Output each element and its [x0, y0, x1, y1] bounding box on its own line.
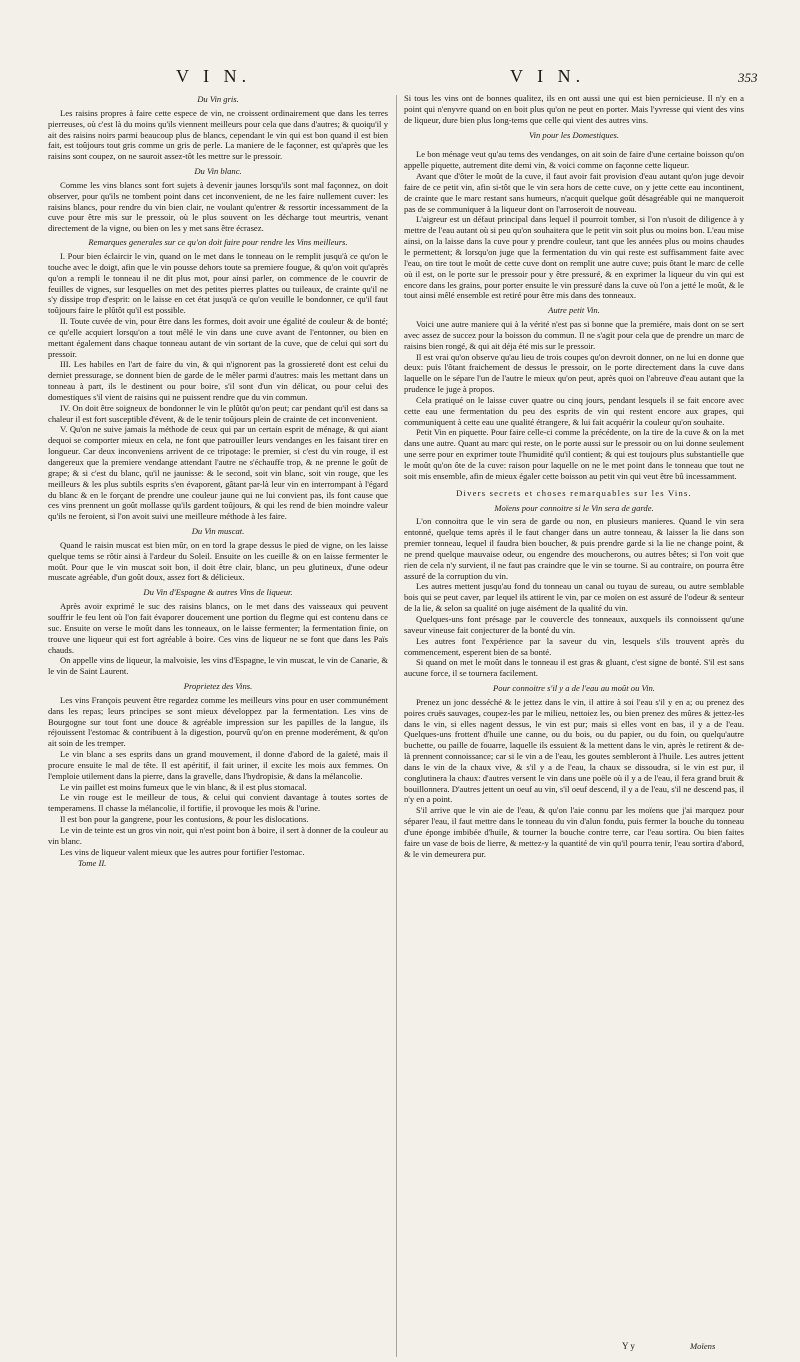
- paragraph: Comme les vins blancs sont fort sujets à devenir jaunes lorsqu'ils sont mal façonnez, on doit observer, pour qu'ils ne tombent point dans cet inconvenient, de ne les faire nullement cuver: les raisins blancs, pour rendre du vin bien clair, ne voulant qu'entrer & ressortir incessamment de la cuve pour être mis sur le pressoir, où le plus souvent on les décharge tout meurtris, venant directement de la vigne, ou bien on les y met sans être écrasez.: [48, 179, 388, 234]
- section-heading-vin-muscat: Du Vin muscat.: [191, 526, 245, 537]
- section-heading-divers-secrets: Divers secrets et choses remarquables sur les Vins.: [456, 487, 692, 498]
- page-number: 353: [738, 70, 758, 85]
- paragraph: Le vin paillet est moins fumeux que le vin blanc, & il est plus stomacal.: [60, 781, 307, 792]
- paragraph: IV. On doit être soigneux de bondonner le vin le plûtôt qu'on peut; car pendant qu'il est dans sa chaleur il est fort susceptible d'évent, & de le tenir toûjours plein de crainte de cet inconvenient.: [48, 402, 388, 424]
- running-head: [0, 66, 800, 90]
- paragraph: Le vin rouge est le meilleur de tous, & celui qui convient davantage à toutes sortes de temperamens. Il chasse la mélancolie, il fortifie, il provoque les mois & l'urine.: [48, 792, 388, 814]
- section-heading-autre-petit-vin: Autre petit Vin.: [548, 305, 600, 316]
- paragraph: Petit Vin en piquette. Pour faire celle-ci comme la précédente, on la tire de la cuve & on la met dans une autre. Quant au marc qui reste, on le porte aussi sur le pressoir ou on lui donne seulement une serre pour en exprimer toute l'humidité qu'il contient; & qui est toujours plus substantielle que le moût qu'on ôte de la cuve: raison pour laquelle on ne le met point dans le tonneau que tout ne soit mis ensemble, afin de mieux égaler cette boisson au petit vin qui veut être bû incessamment.: [404, 427, 744, 481]
- paragraph: Avant que d'ôter le moût de la cuve, il faut avoir fait provision d'eau autant qu'on juge devoir faire de ce petit vin, afin si-tôt que le vin sera hors de cette cuve, on y jette cette eau incontinent, de crainte que le marc restant sans humeurs, n'acquit quelque goût désagréable qui ne manqueroit pas de se communiquer à la liqueur dont on l'arroseroit de nouveau.: [404, 171, 744, 214]
- paragraph: Voici une autre maniere qui à la vérité n'est pas si bonne que la premiére, mais dont on se sert avec assez de succez pour la boisson du commun. Il ne s'agit pour cela que de prendre un marc de raisins bien rongé, & qui ait déja été mis sur le pressoir.: [404, 319, 744, 351]
- paragraph: L'aigreur est un défaut principal dans lequel il pourroit tomber, si l'on n'usoit de diligence à y mettre de l'eau autant où si peu qu'on souhaitera que le petit vin soit plus ou moins bon. L'eau mise ainsi, on la laisse dans la cuve pour y prendre couleur, tant que les années plus ou moins chaudes le permettent; & lorsqu'on juge que la fermentation du vin qui reste est suffisamment faite avec l'eau, on tire tout le moût de cette cuve dont on remplit une autre cuve; puis ôtant le marc de celle où il est, on le porte sur le pressoir pour y être pressuré, & en exprimer la liqueur du vin qui est encore dans les grains, pour porter ensuite le vin pressuré dans la cuve où l'on a jetté le moût, & le tout ainsi mêlé ensemble est retiré pour être mis dans des tonneaux.: [404, 214, 744, 301]
- signature-mark: Y y: [622, 1341, 635, 1351]
- paragraph: Le vin de teinte est un gros vin noir, qui n'est point bon à boire, il sert à donner de la couleur au vin blanc.: [48, 825, 388, 846]
- paragraph: I. Pour bien éclaircir le vin, quand on le met dans le tonneau on le remplit jusqu'à ce qu'on le touche avec le doigt, afin que le vin pousse dehors toute sa premiere fougue, & qu'on voit qu'après qu'on a rempli le tonneau il ne dit plus mot, pour ainsi parler, on commence de le couvrir de feuilles de vignes, sur lesquelles on met des petites pierres plattes ou tuileaux, de crainte qu'il ne s'y dissipe trop d'esprit: on le laisse en cet état jusqu'à ce qu'on veuille le bondonner, ce qu'il faut toûjours faire le plûtôt qu'il est possible.: [48, 250, 388, 316]
- paragraph: Les vins de liqueur valent mieux que les autres pour fortifier l'estomac.: [60, 846, 305, 857]
- paragraph: On appelle vins de liqueur, la malvoisie, les vins d'Espagne, le vin muscat, le vin de Canarie, & le vin de Saint Laurent.: [48, 655, 388, 677]
- left-column-title: V I N.: [176, 66, 252, 86]
- paragraph: L'on connoitra que le vin sera de garde ou non, en plusieurs manieres. Quand le vin sera entonné, quelque tems après il le faut changer dans un autre tonneau, & laisser la lie dans son premier tonneau, lequel il faudra bien boucher, & puis prendre garde si la lie ne change point, & ne prend quelque mauvaise odeur, ou engendre des moucherons, ou autres bêtes; si l'on voit que rien de cela n'y survient, il ne faut pas craindre que le vin se tourne. Si au contraire, on pourra être assuré de la corruption du vin.: [404, 516, 744, 581]
- paragraph: III. Les habiles en l'art de faire du vin, & qui n'ignorent pas la grossiereté dont est celui du derniet pressurage, se donnent bien de garde de le mêler parmi d'autres: mais les mettant dans un tonneau à part, ils le destinent ou pour boire, s'il sont d'un vin délicat, ou pour celui des domestiques s'il vient de raisins qui ne puissent rendre que du vin commun.: [48, 359, 388, 402]
- paragraph: Les autres font l'expérience par la saveur du vin, lesquels s'ils trouvent après du commencement, esperent bien de sa bonté.: [404, 635, 744, 657]
- paragraph: Prenez un jonc desséché & le jettez dans le vin, il attire à soi l'eau s'il y en a; ou prenez des poires cruës sauvages, coupez-les par le milieu, nettoiez les, ou bien prenez des mûres & jettez-les dans le vin, si elles nagent dessus, le vin est pur; mais si elles vont en bas, il y a de l'eau. Quelques-uns frottent d'huile une canne, ou du bois, ou du papier, ou du foin, ou quelqu'autre buchette, ou paille de fouarre, laquelle ils essuient & la mettent dans le vin, après le retirent & de-là prennent connoissance; car si le vin a de l'eau, les goutes sembleront à l'huile. Les autres jettent dans le vin de la chaux vive, & s'il y a de l'eau, la chaux se dissoudra, si le vin est pur, il conglutinera la chaux: d'autres versent le vin dans une poële où il y a de l'eau, il fera grand bruit & bouillonnera. D'autres jettent un oeuf au vin, s'il oeuf descend, il y a de l'eau, s'il ne descend pas, il n'y en a point.: [404, 696, 744, 805]
- right-column: [404, 93, 744, 860]
- section-heading-remarques: Remarques generales sur ce qu'on doit faire pour rendre les Vins meilleurs.: [88, 237, 348, 248]
- paragraph: Les raisins propres à faire cette espece de vin, ne croissent ordinairement que dans les terres pierreuses, où c'est là du moins qu'ils viennent meilleurs pour cela que dans d'autres; & quoiqu'il y ait des raisins noirs parmi beaucoup plus de blancs, cependant le vin qui est bon quand il est bien fait, est toûjours tout gris comme un gris de perle. La maniere de le façonner, est qu'après que les raisins sont coupez, on ne sauroit assez-tôt les mettre sur le pressoir.: [48, 107, 388, 162]
- section-heading-vin-de-garde: Moïens pour connoitre si le Vin sera de garde.: [494, 502, 654, 513]
- section-heading-eau-au-vin: Pour connoitre s'il y a de l'eau au moût ou Vin.: [493, 683, 655, 694]
- section-heading-domestiques: Vin pour les Domestiques.: [528, 129, 620, 140]
- left-column: [48, 90, 388, 868]
- paragraph: Quand le raisin muscat est bien mûr, on en tord la grape dessus le pied de vigne, on les laisse quelque tems se rôtir ainsi à l'ardeur du Soleil. Ensuite on les cueille & on en laisse fermenter le moût. Pour que le vin muscat soit bon, il doit être clair, blanc, un peu glutineux, d'une odeur muscate agréable, d'un goût doux, assez fort & délicieux.: [48, 539, 388, 583]
- paragraph: V. Qu'on ne suive jamais la méthode de ceux qui par un certain esprit de ménage, & qui aiant dequoi se comporter mieux en cela, ne font que patrouiller leurs vendanges en les faisant tirer en longueur. Car deux inconveniens arrivent de ce tripotage: le premier, si c'est du vin rouge, il est dangereux que la premiere vendange attendant l'autre ne s'échauffe trop, & ne prenne le goût de grape; & si c'est du blanc, qu'il ne jaunisse: & le second, soit vin blanc, soit vin rouge, que les meilleurs & les plus subtils esprits s'en évaporent, gâtant par-là leur vin en interrompant à l'égard du blanc & en le forçant de prendre une couleur jaune qui ne lui convient pas, ils font cause que ces vins prennent un goût mollasse qu'ils gardent toûjours, & qui les rend de bien moindre valeur qu'ils ne feroient, si l'on avoit suivi une meilleure méthode à les faire.: [48, 424, 388, 522]
- paragraph: Il est vrai qu'on observe qu'au lieu de trois coupes qu'on devroit donner, on ne lui en donne que deux: puis l'ôtant fraichement de dessus le pressoir, on le porte directement dans la cuve dans laquelle on le sépare l'un de l'autre le mieux qu'on peut, après quoi on l'abreuve d'eau autant que la prudence le juge à propos.: [404, 351, 744, 395]
- section-heading-vin-gris: Du Vin gris.: [197, 94, 239, 104]
- paragraph: S'il arrive que le vin aie de l'eau, & qu'on l'aie connu par les moïens que j'ai marquez pour séparer l'eau, il faut mettre dans le tonneau du vin d'alun fondu, puis fermer la bouche du tonneau d'une éponge imbibée d'huile, & tourner la bouche contre terre, car l'eau sortira. Ou bien faites faire un vase de bois de lierre, & mettez-y la quantité de vin qu'il pourra tenir, l'eau sortira d'abord, & le vin demeurera pur.: [404, 805, 744, 859]
- right-column-title: V I N.: [510, 66, 586, 86]
- volume-mark: Tome II.: [78, 857, 107, 868]
- section-heading-vin-blanc: Du Vin blanc.: [194, 166, 242, 177]
- paragraph: Après avoir exprimé le suc des raisins blancs, on le met dans des vaisseaux qui peuvent souffrir le feu lent où l'on fait évaporer doucement une portion du flegme qui est contenu dans ce suc. Ensuite on verse le moût dans les tonneaux, on le laisse fermenter; la fermentation finie, on trouve une liqueur qui est fort agréable à boire. Ces vins de liqueur ne se font que dans les Païs chauds.: [48, 601, 388, 655]
- paragraph: Le vin blanc a ses esprits dans un grand mouvement, il donne d'abord de la gaïeté, mais il procure ensuite le mal de tête. Il est apéritif, il fait uriner, il excite les mois aux femmes. On l'emploie utilement dans la pierre, dans la gravelle, dans l'hydropisie, & dans la mélancolie.: [48, 749, 388, 781]
- column-divider: [396, 95, 397, 1357]
- paragraph: Les autres mettent jusqu'au fond du tonneau un canal ou tuyau de sureau, ou autre semblable bois qui se peut caver, par lequel ils attirent le vin, par ce moïen on est assuré de l'odeur & senteur de la lie, & selon sa qualité on juge aisément de la qualité du vin.: [404, 581, 744, 614]
- paragraph: Cela pratiqué on le laisse cuver quatre ou cinq jours, pendant lesquels il se fait encore avec cette eau une fermentation du peu des esprits de vin qui restent encore aux grapes, qui communiquent à cette eau une qualité étrangere, & lui fait acquérir la couleur qu'on souhaite.: [404, 394, 744, 427]
- section-heading-vin-espagne: Du Vin d'Espagne & autres Vins de liqueur.: [143, 587, 293, 598]
- section-heading-proprietez: Proprietez des Vins.: [183, 681, 253, 692]
- paragraph: II. Toute cuvée de vin, pour être dans les formes, doit avoir une égalité de couleur & de bonté; ce qu'elle acquiert lorsqu'on a tout mêlé le vin dans une cuve avant de l'entonner, ou bien en mettant également dans chaque tonneau autant de vin sortant de la cuve, que de celui qui sort du pressoir.: [48, 316, 388, 359]
- paragraph: Le bon ménage veut qu'au tems des vendanges, on ait soin de faire d'une certaine boisson qu'on appelle piquette, autrement dite demi vin, & voici comme on façonne cette liqueur.: [404, 149, 745, 171]
- paragraph: Quelques-uns font présage par le couvercle des tonneaux, auxquels ils connoissent qu'une saveur vineuse fait conjecturer de la bonté du vin.: [404, 613, 744, 635]
- paragraph: Il est bon pour la gangrene, pour les contusions, & pour les dislocations.: [60, 814, 309, 825]
- paragraph: Les vins François peuvent être regardez comme les meilleurs vins pour en user communément dans les repas; leurs principes se sont mieux développez par la fermentation. Les vins de Bourgogne sur tout font une douce & agréable impression sur les papilles de la langue, ils réjouissent l'estomac & contribuent à la digestion, pourvû qu'on en prenne moderément, & qu'on ait soin de les tremper.: [48, 694, 388, 749]
- paragraph: Si tous les vins ont de bonnes qualitez, ils en ont aussi une qui est bien pernicieuse. Il n'y en a point qui n'enyvre quand on en boit plus qu'on ne peut en porter. Mais l'yvresse qui vient des vins de liqueur, dure bien plus long-tems que celle qui vient des autres vins.: [404, 93, 744, 125]
- paragraph: Si quand on met le moût dans le tonneau il est gras & gluant, c'est signe de bonté. S'il est sans aucune force, il se tournera facilement.: [404, 657, 744, 679]
- catchword: Moïens: [690, 1341, 716, 1351]
